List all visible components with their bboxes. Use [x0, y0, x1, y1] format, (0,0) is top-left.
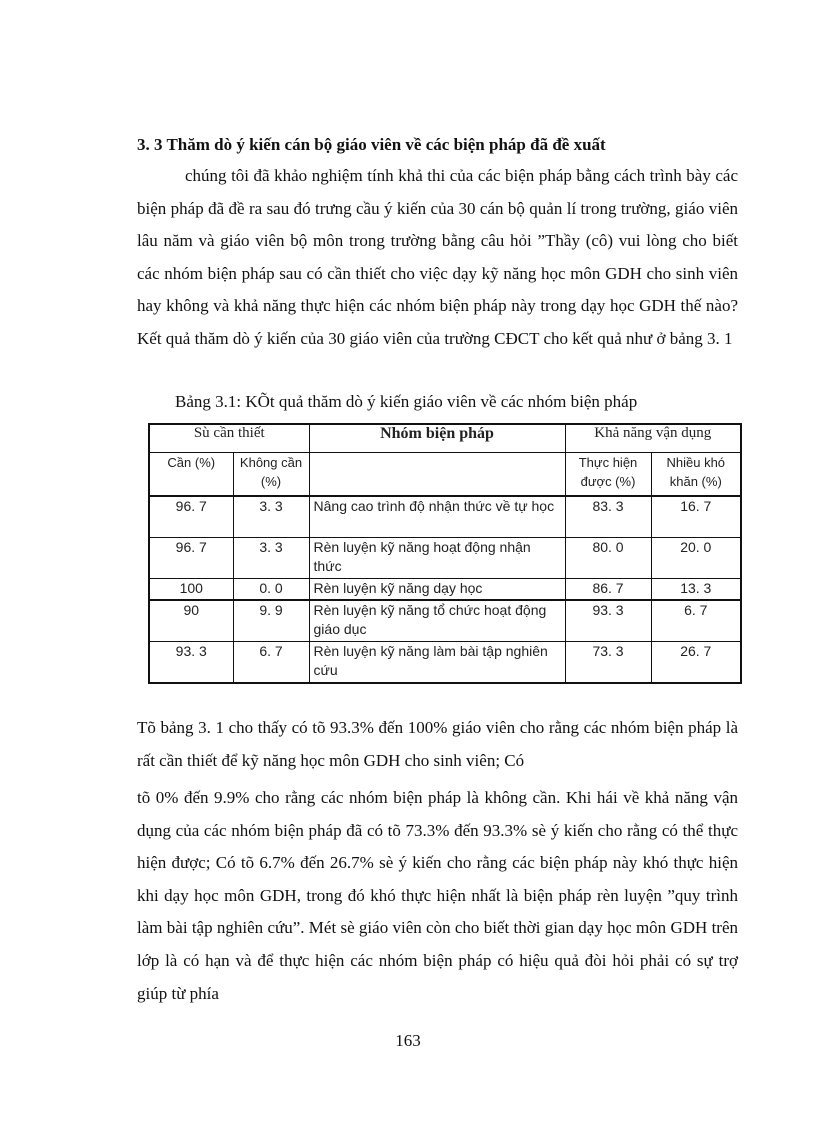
- cell-difficult: 6. 7: [651, 600, 741, 642]
- table-row: [149, 600, 741, 642]
- cell-feasible: 80. 0: [565, 538, 651, 579]
- cell-need: 96. 7: [149, 496, 233, 538]
- cell-no-need: 3. 3: [233, 496, 309, 538]
- table-row: [149, 538, 741, 579]
- table-row: [149, 642, 741, 684]
- header-ability: Khả năng vận dụng: [565, 424, 741, 453]
- cell-group: Rèn luyện kỹ năng làm bài tập nghiên cứu: [309, 642, 565, 684]
- subheader-need: Cần (%): [149, 453, 233, 497]
- results-table: [148, 423, 742, 684]
- cell-need: 93. 3: [149, 642, 233, 684]
- cell-group: Rèn luyện kỹ năng tổ chức hoạt động giáo dục: [309, 600, 565, 642]
- paragraph-intro: [137, 160, 738, 356]
- cell-no-need: 0. 0: [233, 579, 309, 601]
- cell-difficult: 13. 3: [651, 579, 741, 601]
- paragraph-intro-text: chúng tôi đã khảo nghiệm tính khả thi của các biện pháp bằng cách trình bày các biện pháp đã đề ra sau đó trưng cầu ý kiến của 30 cán bộ quản lí trong trường, giáo viên lâu năm và giáo viên bộ môn trong trường bằng câu hỏi ”Thầy (cô) vui lòng cho biết các nhóm biện pháp sau có cần thiết cho việc dạy kỹ năng học môn GDH cho sinh viên hay không và khả năng thực hiện các nhóm biện pháp này trong dạy học GDH thế nào? Kết quả thăm dò ý kiến của 30 giáo viên của trường CĐCT cho kết quả như ở bảng 3. 1: [137, 166, 738, 348]
- paragraph-results-text: Tõ bảng 3. 1 cho thấy có tõ 93.3% đến 100% giáo viên cho rằng các nhóm biện pháp là rất cần thiết để kỹ năng học môn GDH cho sinh viên; Có: [137, 718, 738, 770]
- subheader-feasible: Thực hiện được (%): [565, 453, 651, 497]
- cell-group: Rèn luyện kỹ năng hoạt động nhận thức: [309, 538, 565, 579]
- page-number: 163: [395, 1031, 421, 1050]
- cell-group: Nâng cao trình độ nhận thức về tự học: [309, 496, 565, 538]
- paragraph-analysis-text: tõ 0% đến 9.9% cho rằng các nhóm biện pháp là không cần. Khi hái về khả năng vận dụng của các nhóm biện pháp đã có tõ 73.3% đến 93.3% sè ý kiến cho rằng có thể thực hiện được; Có tõ 6.7% đến 26.7% sè ý kiến cho rằng các biện pháp này khó thực hiện khi dạy học môn GDH, trong đó khó thực hiện nhất là biện pháp rèn luyện ”quy trình làm bài tập nghiên cứu”. Mét sè giáo viên còn cho biết thời gian dạy học môn GDH trên lớp là có hạn và để thực hiện các nhóm biện pháp có hiệu quả đòi hỏi phải có sự trợ giúp từ phía: [137, 788, 738, 1003]
- table-header-row: [149, 424, 741, 453]
- paragraph-analysis: [137, 782, 738, 1010]
- table-row: [149, 496, 741, 538]
- header-group: Nhóm biện pháp: [309, 424, 565, 453]
- table-caption: Bảng 3.1: KÕt quả thăm dò ý kiến giáo viên về các nhóm biện pháp: [175, 392, 638, 411]
- table-row: [149, 579, 741, 601]
- cell-no-need: 9. 9: [233, 600, 309, 642]
- cell-feasible: 83. 3: [565, 496, 651, 538]
- cell-need: 90: [149, 600, 233, 642]
- cell-feasible: 86. 7: [565, 579, 651, 601]
- cell-difficult: 26. 7: [651, 642, 741, 684]
- header-necessity: Sù cần thiết: [149, 424, 309, 453]
- cell-difficult: 16. 7: [651, 496, 741, 538]
- cell-feasible: 73. 3: [565, 642, 651, 684]
- subheader-empty: [309, 453, 565, 497]
- table-subheader-row: [149, 453, 741, 497]
- cell-no-need: 6. 7: [233, 642, 309, 684]
- cell-group: Rèn luyện kỹ năng dạy học: [309, 579, 565, 601]
- section-heading: 3. 3 Thăm dò ý kiến cán bộ giáo viên về các biện pháp đã đề xuất: [137, 135, 606, 154]
- subheader-difficult: Nhiều khó khăn (%): [651, 453, 741, 497]
- cell-need: 96. 7: [149, 538, 233, 579]
- subheader-no-need: Không cần (%): [233, 453, 309, 497]
- cell-no-need: 3. 3: [233, 538, 309, 579]
- paragraph-results: [137, 712, 738, 777]
- cell-difficult: 20. 0: [651, 538, 741, 579]
- cell-feasible: 93. 3: [565, 600, 651, 642]
- cell-need: 100: [149, 579, 233, 601]
